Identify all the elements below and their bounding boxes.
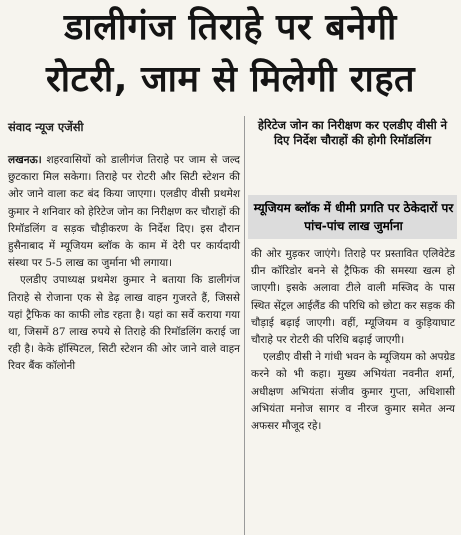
- headline-line-2: रोटरी, जाम से मिलेगी राहत: [46, 59, 415, 100]
- subhead-museum: म्यूजियम ब्लॉक में धीमी प्रगति पर ठेकेदारों पर पांच-पांच लाख जुर्माना: [253, 201, 454, 233]
- left-paragraph-1-text: शहरवासियों को डालीगंज तिराहे पर जाम से जल्द छुटकारा मिल सकेगा। तिराहे पर रोटरी और सिटी स्टेशन की ओर जाने वाला कट बंद किया जाएगा। एलडीए वीसी प्रथमेश कुमार ने शनिवार को हेरिटेज जोन का निरीक्षण कर चौराहों की रिमॉडलिंग व सड़क चौड़ीकरण के निर्देश दिए। इस दौरान हुसैनाबाद में म्यूजियम ब्लॉक के काम में देरी पर कार्यदायी संस्था पर 5-5 लाख का जुर्माना भी लगाया।: [8, 154, 240, 270]
- left-paragraph-2: एलडीए उपाध्यक्ष प्रथमेश कुमार ने बताया कि डालीगंज तिराहे से रोजाना एक से डेढ़ लाख वाहन गुजरते हैं, जिससे यहां ट्रैफिक का काफी लोड रहता है। यहां का सर्वे कराया गया था, जिसमें 87 लाख रुपये से तिराहे की रिमॉडलिंग कराई जा रही है। केके हॉस्पिटल, सिटी स्टेशन की ओर जाने वाले वाहन रिवर बैंक कॉलोनी: [8, 274, 240, 373]
- left-column: [8, 152, 240, 376]
- right-column: [251, 246, 455, 435]
- right-paragraph-1: की ओर मुड़कर जाएंगे। तिराहे पर प्रस्तावित एलिवेटेड ग्रीन कॉरिडोर बनने से ट्रैफिक की समस्या खत्म हो जाएगी। इसके अलावा टीले वाली मस्जिद के पास स्थित सेंट्रल आईलैंड की परिधि को छोटा कर सड़क की चौड़ाई बढ़ाई जाएगी। वहीं, म्यूजियम व कुड़ियाघाट चौराहे पर रोटरी की परिधि बढ़ाई जाएगी।: [251, 248, 455, 347]
- subhead-heritage: हेरिटेज जोन का निरीक्षण कर एलडीए वीसी ने दिए निर्देश चौराहों की होगी रिमॉडलिंग: [257, 118, 448, 147]
- right-paragraph-2: एलडीए वीसी ने गांधी भवन के म्यूजियम को अपग्रेड करने को भी कहा। मुख्य अभियंता नवनीत शर्मा, अधीक्षण अभियंता संजीव कुमार गुप्ता, अधिशासी अभियंता मनोज सागर व नीरज कुमार समेत अन्य अफसर मौजूद रहे।: [251, 351, 455, 433]
- dateline: लखनऊ।: [8, 154, 42, 166]
- byline: संवाद न्यूज एजेंसी: [8, 120, 84, 134]
- headline-line-1: डालीगंज तिराहे पर बनेगी: [64, 7, 397, 48]
- left-paragraph-1: [8, 152, 240, 272]
- column-divider: [244, 116, 245, 535]
